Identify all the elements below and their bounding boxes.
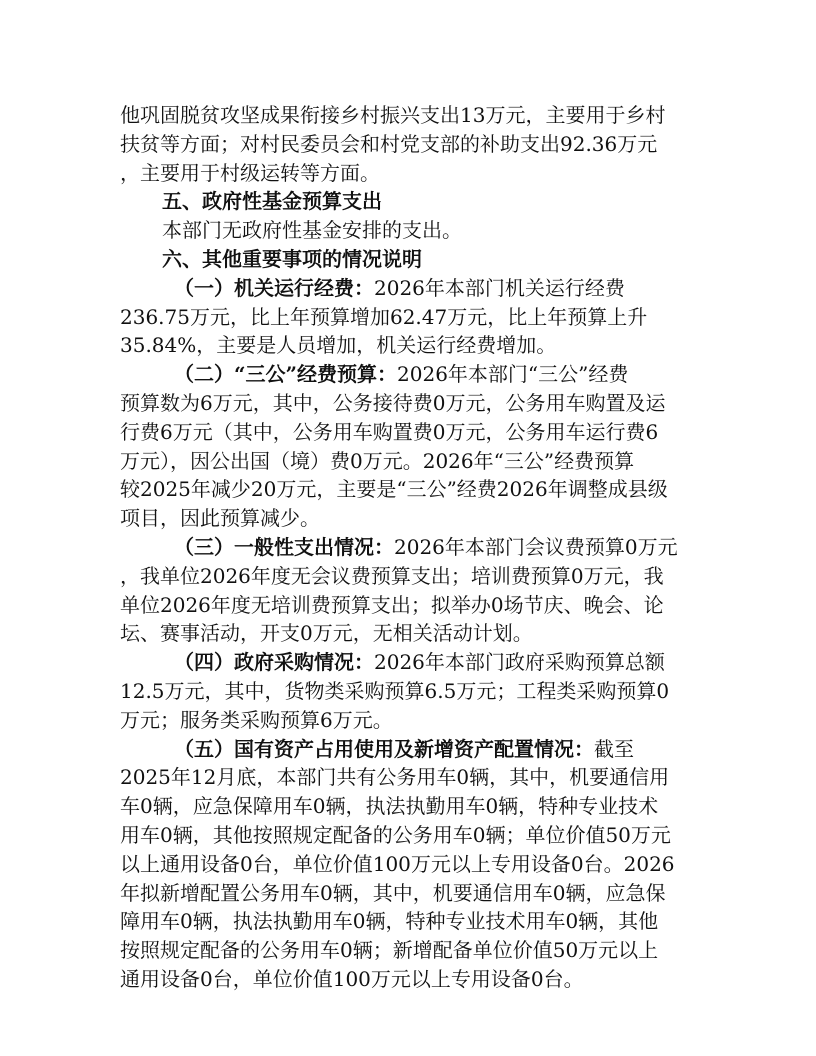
subsection-line [120, 735, 696, 764]
heading-text: 五、政府性基金预算支出 [162, 189, 382, 214]
paragraph-line [120, 706, 696, 735]
paragraph-line [120, 159, 696, 188]
paragraph-line [120, 130, 696, 159]
paragraph-line [120, 792, 696, 821]
paragraph-line [120, 821, 696, 850]
subsection-line [120, 360, 696, 389]
line-text: 按照规定配备的公务用车0辆；新增配备单位价值50万元以上 [120, 938, 659, 963]
paragraph-line [120, 504, 696, 533]
line-text: 万元），因公出国（境）费0万元。2026年“三公”经费预算 [120, 448, 635, 473]
paragraph-line [120, 591, 696, 620]
line-text: 通用设备0台，单位价值100万元以上专用设备0台。 [120, 966, 584, 991]
line-text: 障用车0辆，执法执勤用车0辆，特种专业技术用车0辆，其他 [120, 909, 659, 934]
line-text: 预算数为6万元，其中，公务接待费0万元，公务用车购置及运 [120, 390, 666, 415]
line-text: 截至 [594, 736, 634, 761]
paragraph-line [120, 763, 696, 792]
line-text: 项目，因此预算减少。 [120, 506, 320, 531]
paragraph-line [120, 965, 696, 994]
line-text: 行费6万元（其中，公务用车购置费0万元，公务用车运行费6 [120, 419, 659, 444]
subsection-title: （三）一般性支出情况： [174, 534, 394, 559]
document-body [120, 101, 696, 994]
subsection-line [120, 274, 696, 303]
line-text: 2026年本部门机关运行经费 [374, 275, 625, 300]
subsection-title: （二）“三公”经费预算： [174, 362, 398, 387]
paragraph-line [120, 936, 696, 965]
paragraph-line [120, 475, 696, 504]
line-text: 万元；服务类采购预算6万元。 [120, 707, 393, 732]
line-text: 以上通用设备0台，单位价值100万元以上专用设备0台。2026 [120, 851, 675, 876]
line-text: ，主要用于村级运转等方面。 [120, 160, 380, 185]
paragraph-line [120, 447, 696, 476]
subsection-title: （五）国有资产占用使用及新增资产配置情况： [174, 736, 594, 761]
paragraph-line [120, 216, 696, 245]
section-heading-5 [120, 187, 696, 216]
subsection-line [120, 533, 696, 562]
paragraph-line [120, 418, 696, 447]
line-text: 车0辆，应急保障用车0辆，执法执勤用车0辆，特种专业技术 [120, 794, 659, 819]
paragraph-line [120, 101, 696, 130]
subsection-title: （四）政府采购情况： [174, 650, 374, 675]
paragraph-line [120, 907, 696, 936]
line-text: ，我单位2026年度无会议费预算支出；培训费预算0万元，我 [120, 563, 664, 588]
line-text: 2025年12月底，本部门共有公务用车0辆，其中，机要通信用 [120, 765, 670, 790]
heading-text: 六、其他重要事项的情况说明 [162, 246, 422, 271]
line-text: 扶贫等方面；对村民委员会和村党支部的补助支出92.36万元 [120, 131, 658, 156]
line-text: 单位2026年度无培训费预算支出；拟举办0场节庆、晚会、论 [120, 592, 664, 617]
subsection-line [120, 648, 696, 677]
paragraph-line [120, 850, 696, 879]
line-text: 12.5万元，其中，货物类采购预算6.5万元；工程类采购预算0 [120, 678, 670, 703]
section-heading-6 [120, 245, 696, 274]
paragraph-line [120, 879, 696, 908]
paragraph-line [120, 331, 696, 360]
line-text: 年拟新增配置公务用车0辆，其中，机要通信用车0辆，应急保 [120, 880, 666, 905]
line-text: 236.75万元，比上年预算增加62.47万元，比上年预算上升 [120, 304, 648, 329]
subsection-title: （一）机关运行经费： [174, 275, 374, 300]
line-text: 用车0辆，其他按照规定配备的公务用车0辆；单位价值50万元 [120, 822, 671, 847]
line-text: 35.84%，主要是人员增加，机关运行经费增加。 [120, 333, 557, 358]
paragraph-line [120, 303, 696, 332]
line-text: 较2025年减少20万元，主要是“三公”经费2026年调整成县级 [120, 477, 668, 502]
paragraph-line [120, 677, 696, 706]
paragraph-line [120, 619, 696, 648]
line-text: 2026年本部门会议费预算0万元 [394, 534, 678, 559]
line-text: 2026年本部门政府采购预算总额 [374, 650, 665, 675]
line-text: 本部门无政府性基金安排的支出。 [162, 218, 462, 243]
line-text: 2026年本部门“三公”经费 [397, 362, 629, 387]
line-text: 坛、赛事活动，开支0万元，无相关活动计划。 [120, 621, 533, 646]
paragraph-line [120, 389, 696, 418]
paragraph-line [120, 562, 696, 591]
line-text: 他巩固脱贫攻坚成果衔接乡村振兴支出13万元，主要用于乡村 [120, 103, 666, 127]
